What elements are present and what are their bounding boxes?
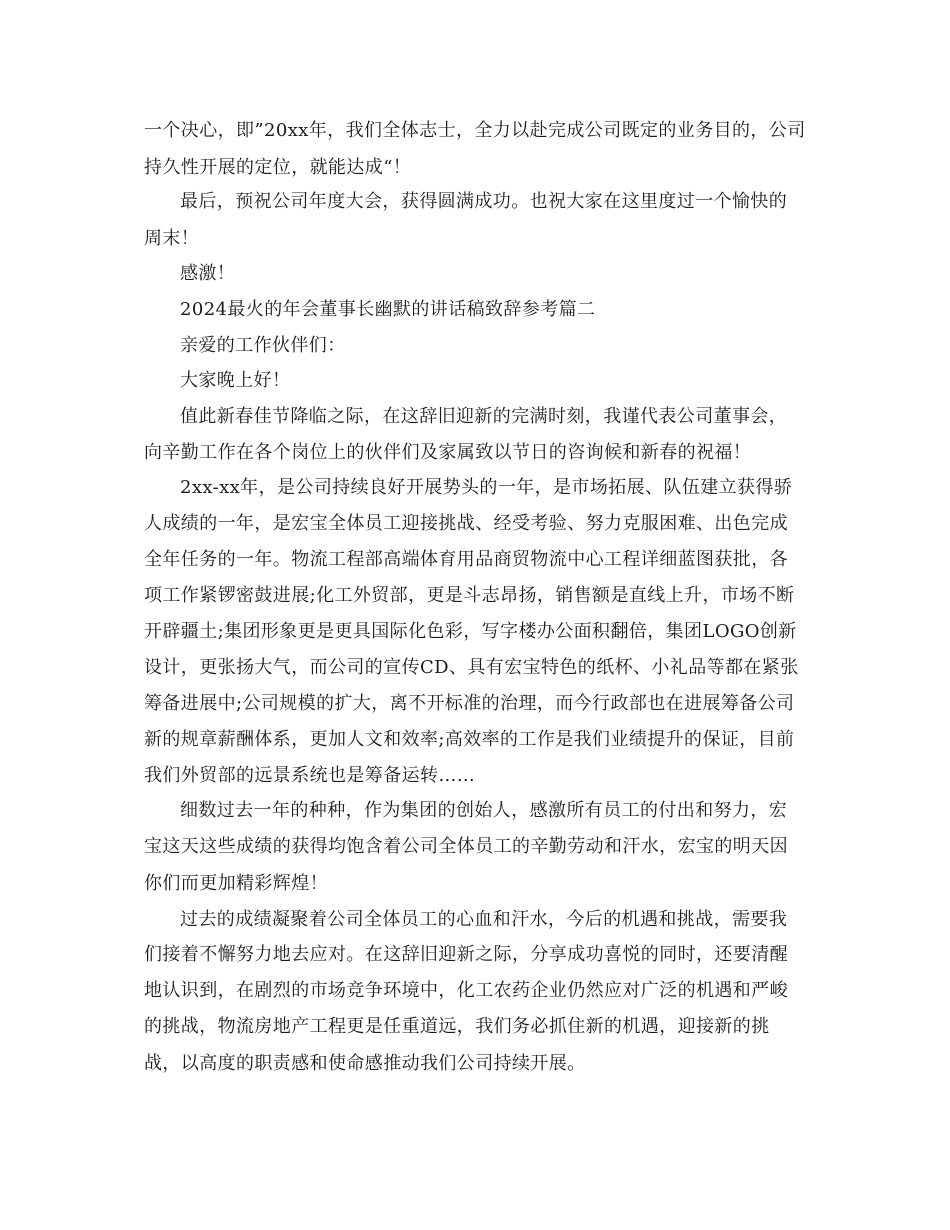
- paragraph-line: 2xx-xx年，是公司持续良好开展势头的一年，是市场拓展、队伍建立获得骄: [180, 477, 793, 498]
- paragraph-line: 周末！: [144, 228, 200, 249]
- paragraph-line: 最后，预祝公司年度大会，获得圆满成功。也祝大家在这里度过一个愉快的: [180, 191, 788, 212]
- paragraph-line: 你们而更加精彩辉煌！: [144, 873, 328, 894]
- paragraph-line: 筹备进展中;公司规模的扩大，离不开标准的治理，而今行政部也在进展筹备公司: [144, 693, 795, 714]
- paragraph-line: 们接着不懈努力地去应对。在这辞旧迎新之际，分享成功喜悦的同时，还要清醒: [144, 944, 788, 965]
- paragraph-line: 宝这天这些成绩的获得均饱含着公司全体员工的辛勤劳动和汗水，宏宝的明天因: [144, 836, 788, 857]
- paragraph-line: 感激！: [180, 263, 236, 284]
- paragraph-line: 新的规章薪酬体系，更加人文和效率;高效率的工作是我们业绩提升的保证，目前: [144, 729, 795, 750]
- greeting: 大家晚上好！: [180, 370, 291, 391]
- paragraph-line: 开辟疆土;集团形象更是更具国际化色彩，写字楼办公面积翻倍，集团LOGO创新: [144, 621, 797, 642]
- salutation: 亲爱的工作伙伴们：: [180, 335, 346, 356]
- paragraph-line: 我们外贸部的远景系统也是筹备运转……: [144, 765, 476, 786]
- paragraph-line: 项工作紧锣密鼓进展;化工外贸部，更是斗志昂扬，销售额是直线上升，市场不断: [144, 585, 795, 606]
- paragraph-line: 地认识到，在剧烈的市场竞争环境中，化工农药企业仍然应对广泛的机遇和严峻: [144, 980, 788, 1001]
- paragraph-line: 持久性开展的定位，就能达成“！: [144, 157, 412, 178]
- paragraph-line: 过去的成绩凝聚着公司全体员工的心血和汗水，今后的机遇和挑战，需要我: [180, 909, 788, 930]
- paragraph-line: 向辛勤工作在各个岗位上的伙伴们及家属致以节日的咨询候和新春的祝福！: [144, 442, 752, 463]
- paragraph-line: 一个决心，即”20xx年，我们全体志士，全力以赴完成公司既定的业务目的，公司: [144, 120, 806, 141]
- paragraph-line: 的挑战，物流房地产工程更是任重道远，我们务必抓住新的机遇，迎接新的挑: [144, 1016, 770, 1037]
- paragraph-line: 全年任务的一年。物流工程部高端体育用品商贸物流中心工程详细蓝图获批，各: [144, 549, 788, 570]
- paragraph-line: 设计，更张扬大气，而公司的宣传CD、具有宏宝特色的纸杯、小礼品等都在紧张: [144, 657, 799, 678]
- paragraph-line: 战，以高度的职责感和使命感推动我们公司持续开展。: [144, 1053, 586, 1074]
- section-heading: 2024最火的年会董事长幽默的讲话稿致辞参考篇二: [180, 299, 596, 320]
- paragraph-line: 细数过去一年的种种，作为集团的创始人，感激所有员工的付出和努力，宏: [180, 800, 788, 821]
- paragraph-line: 值此新春佳节降临之际，在这辞旧迎新的完满时刻，我谨代表公司董事会，: [180, 406, 788, 427]
- paragraph-line: 人成绩的一年，是宏宝全体员工迎接挑战、经受考验、努力克服困难、出色完成: [144, 513, 788, 534]
